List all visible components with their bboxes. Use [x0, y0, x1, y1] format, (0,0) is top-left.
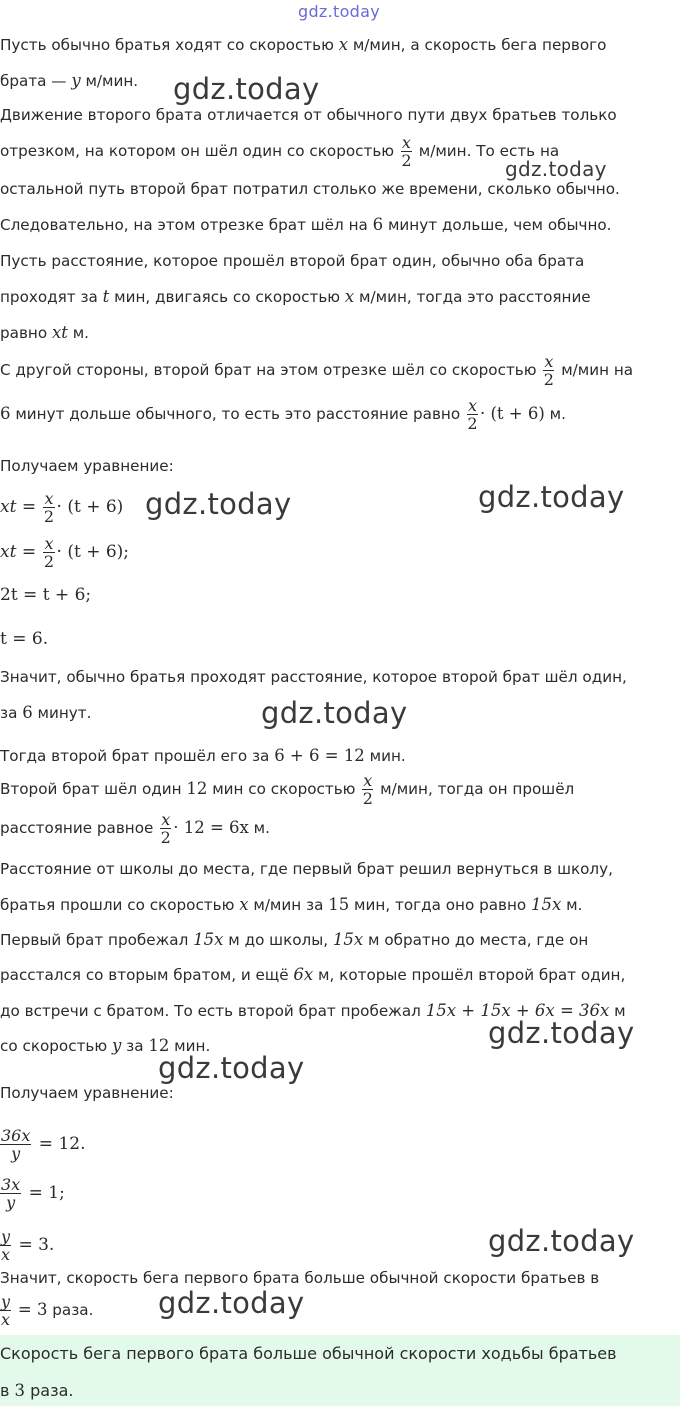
text-line: Второй брат шёл один 12 мин со скоростью $\frac{x}{2}$ м/мин, тогда он прошёл	[0, 771, 575, 808]
text-line: проходят за t мин, двигаясь со скоростью x м/мин, тогда это расстояние	[0, 287, 591, 306]
fraction: $\frac{y}{x}$	[1, 1227, 11, 1264]
text-line: Расстояние от школы до места, где первый брат решил вернуться в школу,	[0, 860, 613, 878]
fraction: $\frac{x}{2}$	[543, 352, 554, 389]
text-line: остальной путь второй брат потратил столько же времени, сколько обычно.	[0, 180, 620, 198]
equation: 2t = t + 6;	[0, 585, 92, 605]
fraction: $\frac{36x}{y}$	[1, 1126, 31, 1163]
text-line: Следовательно, на этом отрезке брат шёл на 6 минут дольше, чем обычно.	[0, 215, 612, 234]
fraction: $\frac{x}{2}$	[43, 489, 55, 526]
text-line: Пусть обычно братья ходят со скоростью x м/мин, а скорость бега первого	[0, 35, 607, 54]
equation: t = 6.	[0, 629, 49, 649]
answer-line: Скорость бега первого брата больше обычной скорости ходьбы братьев	[0, 1344, 617, 1363]
text-line: Движение второго брата отличается от обычного пути двух братьев только	[0, 106, 617, 124]
fraction: $\frac{x}{2}$	[362, 771, 373, 808]
text-line: Значит, обычно братья проходят расстояние, которое второй брат шёл один,	[0, 668, 627, 686]
watermark: gdz.today	[478, 480, 625, 514]
watermark: gdz.today	[158, 1286, 305, 1320]
text-line: С другой стороны, второй брат на этом отрезке шёл со скоростью $\frac{x}{2}$ м/мин на	[0, 352, 634, 389]
text-line: Получаем уравнение:	[0, 457, 174, 475]
text-line: Пусть расстояние, которое прошёл второй брат один, обычно оба брата	[0, 252, 585, 270]
answer-box	[0, 1335, 680, 1406]
text-line: Значит, скорость бега первого брата больше обычной скорости братьев в	[0, 1269, 600, 1287]
equation: $\frac{y}{x}$ = 3.	[1, 1227, 55, 1264]
text-line: отрезком, на котором он шёл один со скоростью $\frac{x}{2}$ м/мин. То есть на	[0, 133, 560, 170]
fraction: $\frac{x}{2}$	[467, 396, 478, 433]
text-line: равно xt м.	[0, 323, 90, 342]
watermark-top: gdz.today	[298, 2, 380, 21]
watermark: gdz.today	[158, 1051, 305, 1085]
watermark: gdz.today	[488, 1016, 635, 1050]
equation: $\frac{3x}{y}$ = 1;	[1, 1175, 65, 1212]
watermark: gdz.today	[505, 157, 607, 181]
text-line: Первый брат пробежал 15x м до школы, 15x м обратно до места, где он	[0, 930, 589, 949]
text-line: 6 минут дольше обычного, то есть это расстояние равно $\frac{x}{2}$ · (t + 6) м.	[0, 396, 566, 433]
text-line: братья прошли со скоростью x м/мин за 15 мин, тогда оно равно 15x м.	[0, 895, 583, 914]
watermark: gdz.today	[261, 696, 408, 730]
text-line: расстояние равное $\frac{x}{2}$ · 12 = 6x м.	[0, 810, 270, 847]
watermark: gdz.today	[173, 72, 320, 106]
fraction: $\frac{3x}{y}$	[1, 1175, 21, 1212]
watermark: gdz.today	[145, 487, 292, 521]
text-line: брата — y м/мин.	[0, 71, 139, 90]
watermark: gdz.today	[488, 1224, 635, 1258]
text-line: расстался со вторым братом, и ещё 6x м, которые прошёл второй брат один,	[0, 965, 626, 984]
text-line: $\frac{y}{x}$ = 3 раза.	[1, 1292, 94, 1329]
text-line: до встречи с братом. То есть второй брат пробежал 15x + 15x + 6x = 36x м	[0, 1001, 626, 1020]
fraction: $\frac{y}{x}$	[1, 1292, 11, 1329]
text-line: Тогда второй брат прошёл его за 6 + 6 = 12 мин.	[0, 746, 406, 765]
fraction: $\frac{x}{2}$	[160, 810, 171, 847]
equation: $\frac{36x}{y}$ = 12.	[1, 1126, 86, 1163]
answer-line: в 3 раза.	[0, 1381, 74, 1400]
text-line: за 6 минут.	[0, 703, 92, 722]
fraction: $\frac{x}{2}$	[401, 133, 412, 170]
text-line: Получаем уравнение:	[0, 1084, 174, 1102]
equation: xt = $\frac{x}{2}$ · (t + 6);	[0, 534, 130, 571]
fraction: $\frac{x}{2}$	[43, 534, 55, 571]
equation: xt = $\frac{x}{2}$ · (t + 6)	[0, 489, 124, 526]
text-line: со скоростью y за 12 мин.	[0, 1036, 211, 1055]
